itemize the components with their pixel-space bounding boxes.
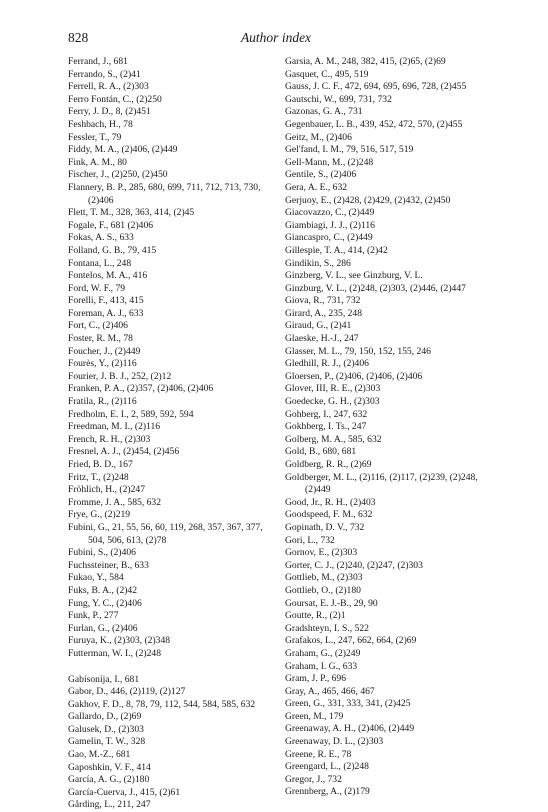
- index-entry: Fort, C., (2)406: [68, 320, 128, 332]
- index-entry: Fokas, A. S., 633: [68, 232, 134, 244]
- index-entry: Folland, G. B., 79, 415: [68, 244, 157, 256]
- index-entry: Feshbach, H., 78: [68, 118, 133, 130]
- index-entry: Gopinath, D. V., 732: [285, 521, 365, 533]
- index-entry: García-Cuerva, J., 415, (2)61: [68, 786, 181, 798]
- index-entry: Gradshteyn, I. S., 522: [285, 622, 369, 634]
- index-entry: Fröhlich, H., (2)247: [68, 484, 146, 496]
- index-entry: Freedman, M. I., (2)116: [68, 421, 161, 433]
- index-entry: Gledhill, R. J., (2)406: [285, 358, 369, 370]
- index-entry: Graham, G., (2)249: [285, 647, 361, 659]
- index-entry: Gallardo, D., (2)69: [68, 711, 142, 723]
- index-entry: Flett, T. M., 328, 363, 414, (2)45: [68, 207, 195, 219]
- index-entry: Greengard, L., (2)248: [285, 761, 369, 773]
- index-entry: Fratila, R., (2)116: [68, 396, 137, 408]
- index-entry: Gegenbauer, L. B., 439, 452, 472, 570, (2)455: [285, 118, 463, 130]
- index-entry: Funk, P., 277: [68, 610, 119, 622]
- index-entry: Fontana, L., 248: [68, 257, 132, 269]
- index-entry: Girard, A., 235, 248: [285, 307, 363, 319]
- index-entry: Good, Jr., R. H., (2)403: [285, 496, 376, 508]
- index-entry: Graham, I. G., 633: [285, 660, 358, 672]
- index-entry: Gerjuoy, E., (2)428, (2)429, (2)432, (2)450: [285, 194, 451, 206]
- index-entry: Giambiagi, J. J., (2)116: [285, 219, 375, 231]
- index-entry: Gottlieb, M., (2)303: [285, 572, 363, 584]
- index-entry: Glaeske, H.-J., 247: [285, 333, 359, 345]
- index-entry: Furuya, K., (2)303, (2)348: [68, 635, 171, 647]
- index-entry: Fourès, Y., (2)116: [68, 358, 137, 370]
- index-entry: Greene, R. E., 78: [285, 748, 352, 760]
- index-entry: Frye, G., (2)219: [68, 509, 131, 521]
- index-entry: Fredholm, E. I., 2, 589, 592, 594: [68, 408, 194, 420]
- index-entry: Fiddy, M. A., (2)406, (2)449: [68, 144, 178, 156]
- index-entry: Fritz, T., (2)248: [68, 471, 129, 483]
- index-entry: Fung, Y. C., (2)406: [68, 597, 142, 609]
- index-entry: Giacovazzo, C., (2)449: [285, 207, 375, 219]
- index-entry: Gornov, E., (2)303: [285, 547, 358, 559]
- index-entry: Gokhberg, I. Ts., 247: [285, 421, 367, 433]
- page-header: [68, 30, 484, 50]
- index-entry: Foreman, A. J., 633: [68, 307, 144, 319]
- index-column-left: [68, 56, 276, 812]
- index-entry: Gasquet, C., 495, 519: [285, 68, 369, 80]
- index-entry: Fuchssteiner, B., 633: [68, 559, 149, 571]
- page-number: 828: [68, 30, 89, 45]
- index-entry: Gamelin, T. W., 328: [68, 736, 146, 748]
- index-entry: Geitz, M., (2)406: [285, 131, 352, 143]
- index-entry: Goursat, E. J.-B., 29, 90: [285, 597, 378, 609]
- index-entry: Gray, A., 465, 466, 467: [285, 685, 375, 697]
- page-title: Author index: [240, 30, 312, 45]
- index-entry: Furlan, G., (2)406: [68, 622, 138, 634]
- index-entry: Gaposhkin, V. F., 414: [68, 761, 151, 773]
- index-entry: Golberg, M. A., 585, 632: [285, 433, 382, 445]
- index-entry: Gohberg, I., 247, 632: [285, 408, 368, 420]
- index-entry: Franken, P. A., (2)357, (2)406, (2)406: [68, 383, 214, 395]
- index-entry: Gloersen, P., (2)406, (2)406, (2)406: [285, 370, 423, 382]
- index-entry: Gori, L., 732: [285, 534, 335, 546]
- index-entry: Ford, W. F., 79: [68, 282, 126, 294]
- index-entry: Fuks, B. A., (2)42: [68, 584, 138, 596]
- index-entry: Giraud, G., (2)41: [285, 320, 352, 332]
- index-entry: Foster, R. M., 78: [68, 333, 133, 345]
- index-entry: Greenaway, A. H., (2)406, (2)449: [285, 723, 415, 735]
- index-entry: Gentile, S., (2)406: [285, 169, 357, 181]
- index-entry: Galusek, D., (2)303: [68, 723, 144, 735]
- index-entry: Goldberger, M. L., (2)116, (2)117, (2)239, (2)248, (2)449: [285, 471, 478, 496]
- index-entry: Green, M., 179: [285, 710, 344, 722]
- index-entry: Ferrell, R. A., (2)303: [68, 81, 149, 93]
- index-entry: Goldberg, R. R., (2)69: [285, 459, 372, 470]
- index-entry: Giova, R., 731, 732: [285, 295, 361, 307]
- index-entry: Gao, M.-Z., 681: [68, 749, 131, 761]
- index-entry: Ferrando, S., (2)41: [68, 68, 141, 80]
- index-entry: Gabor, D., 446, (2)119, (2)127: [68, 686, 186, 698]
- index-entry: Ferry, J. D., 8, (2)451: [68, 106, 151, 118]
- index-entry: Green, G., 331, 333, 341, (2)425: [285, 698, 411, 710]
- index-entry: Fontelos, M. A., 416: [68, 270, 148, 282]
- index-entry: Gram, J. P., 696: [285, 673, 347, 685]
- index-entry: Foucher, J., (2)449: [68, 345, 141, 357]
- index-entry: Gautschi, W., 699, 731, 732: [285, 93, 392, 105]
- index-entry: Grennberg, A., (2)179: [285, 786, 370, 798]
- index-entry: Grafakos, L., 247, 662, 664, (2)69: [285, 635, 417, 647]
- index-entry: Ginzberg, V. L., see Ginzburg, V. L.: [285, 270, 423, 282]
- index-entry: Futterman, W. I., (2)248: [68, 647, 161, 659]
- index-entry: Ginzburg, V. L., (2)248, (2)303, (2)446, (2)447: [285, 282, 466, 294]
- index-entry: Fromme, J. A., 585, 632: [68, 496, 162, 508]
- index-entry: García, A. G., (2)180: [68, 774, 150, 786]
- index-entry: Goutte, R., (2)1: [285, 610, 346, 622]
- index-entry: Gel'fand, I. M., 79, 516, 517, 519: [285, 144, 414, 156]
- index-entry: Glover, III, R. E., (2)303: [285, 383, 381, 395]
- index-entry: Greenaway, D. L., (2)303: [285, 736, 384, 748]
- index-column-right: [285, 56, 499, 799]
- index-entry: Giancaspro, C., (2)449: [285, 232, 373, 244]
- index-entry: Fukao, Y., 584: [68, 572, 124, 584]
- index-entry: Gårding, L., 211, 247: [68, 799, 151, 811]
- index-entry: Garsia, A. M., 248, 382, 415, (2)65, (2)69: [285, 56, 446, 67]
- index-entry: Fresnel, A. J., (2)454, (2)456: [68, 446, 180, 458]
- index-entry: French, R. H., (2)303: [68, 433, 151, 445]
- index-entry: Flannery, B. P., 285, 680, 699, 711, 712, 713, 730, (2)406: [68, 181, 261, 206]
- index-entry: Gazonas, G. A., 731: [285, 106, 363, 118]
- index-entry: Ferrand, J., 681: [68, 56, 128, 67]
- index-entry: Gera, A. E., 632: [285, 181, 348, 193]
- index-entry: Fubini, S., (2)406: [68, 547, 136, 559]
- index-entry: Gillespie, T. A., 414, (2)42: [285, 244, 388, 256]
- index-entry: Fessler, T., 79: [68, 131, 122, 143]
- index-entry: Gakhov, F. D., 8, 78, 79, 112, 544, 584, 585, 632: [68, 698, 256, 710]
- index-entry: Gauss, J. C. F., 472, 694, 695, 696, 728, (2)455: [285, 81, 467, 93]
- index-entry: Gregor, J., 732: [285, 773, 342, 785]
- index-entry: Gottlieb, O., (2)180: [285, 584, 361, 596]
- index-entry: Forelli, F., 413, 415: [68, 295, 144, 307]
- index-entry: Fink, A. M., 80: [68, 156, 127, 168]
- index-entry: Fischer, J., (2)250, (2)450: [68, 169, 168, 181]
- index-entry: Goodspeed, F. M., 632: [285, 509, 373, 521]
- index-entry: Glasser, M. L., 79, 150, 152, 155, 246: [285, 345, 431, 357]
- index-entry: Ferro Fontán, C., (2)250: [68, 93, 162, 105]
- index-entry: Fubini, G., 21, 55, 56, 60, 119, 268, 357, 367, 377, 504, 506, 613, (2)78: [68, 521, 263, 546]
- index-entry: Gorter, C. J., (2)240, (2)247, (2)303: [285, 559, 423, 571]
- index-entry: Gell-Mann, M., (2)248: [285, 156, 374, 168]
- index-entry: Fried, B. D., 167: [68, 459, 133, 470]
- index-entry: Fourier, J. B. J., 252, (2)12: [68, 370, 172, 382]
- index-entry: Gabisonija, I., 681: [68, 673, 140, 685]
- index-entry: Goedecke, G. H., (2)303: [285, 396, 380, 408]
- index-entry: Gindikin, S., 286: [285, 257, 351, 269]
- section-gap: [68, 661, 276, 674]
- index-entry: Gold, B., 680, 681: [285, 446, 357, 458]
- index-entry: Fogale, F., 681 (2)406: [68, 219, 154, 231]
